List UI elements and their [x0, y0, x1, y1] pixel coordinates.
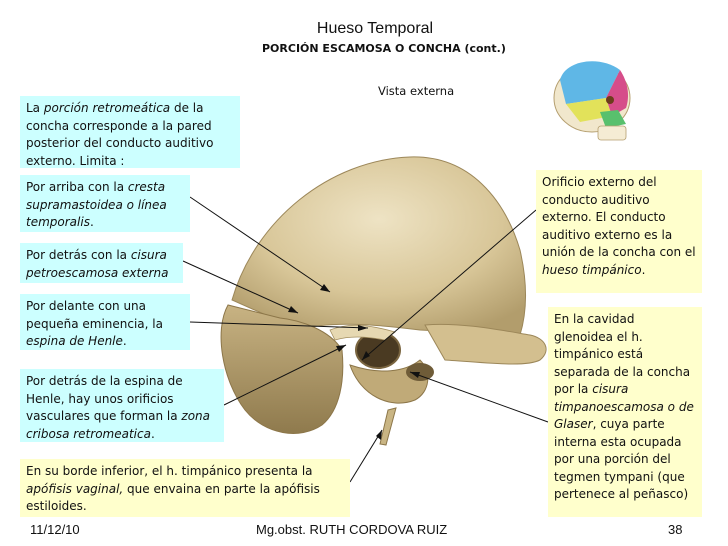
note-text-segment: que envaina en parte la apófisis estiloides. — [26, 481, 320, 513]
note-text-segment: . — [641, 262, 646, 277]
note-text-segment: espina de Henle — [26, 334, 123, 348]
note-text-segment: cisura timpanoescamosa o de Glaser — [554, 382, 694, 431]
note-text-segment: Por delante con una pequeña eminencia, la — [26, 299, 163, 331]
note-spine-of-henle — [20, 294, 190, 350]
note-text-segment: hueso timpánico — [542, 262, 642, 277]
note-text-segment: Por detrás de la espina de Henle, hay unos orificios vasculares que forman la — [26, 374, 183, 423]
subtitle-suffix: (cont.) — [460, 42, 506, 55]
note-petrosquamous-fissure — [20, 243, 183, 283]
note-text-segment: . — [122, 334, 127, 348]
skull-thumbnail — [554, 61, 630, 140]
note-text-segment: , cuya parte interna esta ocupada por una porción del tegmen tympani (que pertenece al peñasco) — [554, 417, 689, 501]
zygomatic-process — [425, 324, 546, 364]
note-text-segment: cisura petroescamosa externa — [26, 248, 169, 280]
note-cribriform-zone — [20, 369, 224, 442]
note-text-segment: cresta supramastoidea o línea temporalis — [26, 180, 167, 229]
note-vaginal-process — [20, 459, 350, 517]
subtitle-main: PORCIÓN ESCAMOSA O CONCHA — [262, 42, 461, 55]
note-text-segment: . — [89, 215, 94, 229]
view-label: Vista externa — [378, 84, 455, 98]
note-text-segment: En su borde inferior, el h. timpánico presenta la — [26, 464, 313, 478]
note-text-segment: Por detrás con la — [26, 248, 131, 262]
note-text-segment: La — [26, 101, 44, 115]
footer-author: Mg.obst. RUTH CORDOVA RUIZ — [256, 522, 448, 537]
note-retromeatic-portion — [20, 96, 240, 168]
note-text-segment: zona cribosa retromeatica — [26, 409, 210, 441]
note-glaser-fissure — [548, 307, 702, 517]
note-text-segment: Por arriba con la — [26, 180, 128, 194]
styloid-process — [380, 408, 396, 445]
note-text-segment: porción retromeática — [43, 101, 171, 115]
note-text-segment: Orificio externo del conducto auditivo externo. El conducto auditivo externo es la unión de la concha con el — [542, 175, 696, 259]
footer-page-number: 38 — [668, 522, 683, 537]
squamous-part — [232, 157, 526, 335]
slide-title: Hueso Temporal — [316, 20, 434, 37]
note-text-segment: En la cavidad glenoidea el h. timpánico está separada de la concha por la — [554, 312, 691, 396]
note-text-segment: de la concha corresponde a la pared posterior del conducto auditivo externo. Limita : — [26, 101, 214, 168]
note-text-segment: . — [150, 426, 155, 441]
footer-date: 11/12/10 — [30, 522, 80, 537]
note-text-segment: apófisis vaginal, — [26, 481, 124, 496]
note-supramastoid-crest — [20, 175, 190, 232]
note-external-acoustic-orifice — [536, 170, 702, 293]
